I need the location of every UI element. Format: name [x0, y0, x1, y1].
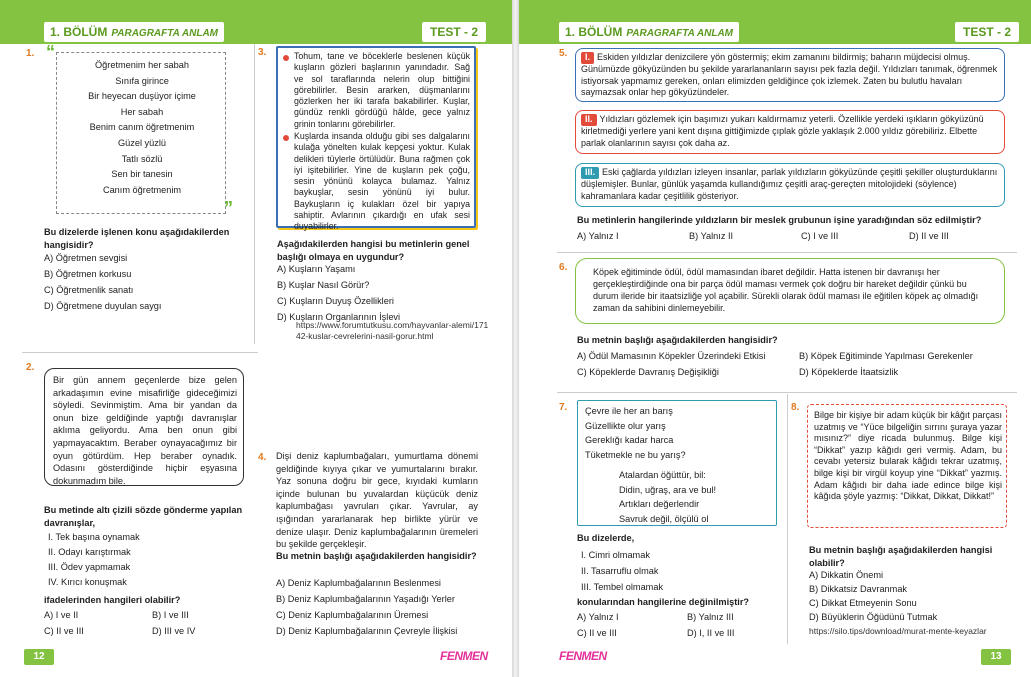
- page-number: 13: [981, 649, 1011, 665]
- option-d[interactable]: D) Kuşların Organlarının İşlevi: [277, 312, 401, 322]
- column-divider: [254, 44, 255, 344]
- passage-text: Kuşlarda insanda olduğu gibi ses dalgalarını kulağa yönelten kulak kepçesi yoktur. Kulak delikleri tüylerle örtülüdür. Buna rağmen çok iyi işitebilirler. Yine de kuşların pek çoğu, sesin yönünü kolayca bulamaz. Yalnız baykuşlar, sesin yönünü iyi bulur. Baykuşların iç kulakları özel bir yapıya sahiptir. Avlarının çıkardığı en ufak sesi duyabilirler.: [294, 131, 470, 232]
- option-a[interactable]: A) Yalnız I: [577, 612, 619, 622]
- question-text: Bu metnin başlığı aşağıdakilerden hangisidir?: [577, 335, 778, 345]
- question-number: 8.: [791, 402, 800, 413]
- poem-line: Benim canım öğretmenim: [89, 122, 195, 133]
- publisher-logo: FENMEN: [440, 649, 488, 663]
- close-quote-icon: ”: [224, 198, 233, 218]
- poem-line: Sınıfa girince: [115, 75, 169, 86]
- poem: [62, 58, 222, 198]
- test-label: TEST - 2: [422, 22, 486, 42]
- option-d[interactable]: D) Öğretmene duyulan saygı: [44, 301, 162, 311]
- page-number: 12: [24, 649, 54, 665]
- item-4: IV. Kırıcı konuşmak: [48, 577, 127, 587]
- poem-line: Bir heyecan duşüyor içime: [88, 91, 196, 102]
- option-c[interactable]: C) Köpeklerde Davranış Değişikliği: [577, 367, 719, 377]
- poem-line: Güzel yüzlü: [117, 137, 166, 148]
- item-2: II. Odayı karıştırmak: [48, 547, 131, 557]
- poem-line: Tüketmekle ne bu yarış?: [585, 449, 686, 460]
- option-a[interactable]: A) Deniz Kaplumbağalarının Beslenmesi: [276, 578, 441, 588]
- question-text: Bu dizelerde,: [577, 533, 635, 543]
- option-b[interactable]: B) Köpek Eğitiminde Yapılması Gerekenler: [799, 351, 973, 361]
- passage-text: Köpek eğitiminde ödül, ödül mamasından ibaret değildir. Hatta istenen bir davranışı her gerçekleştirdiğinde ona bir parça ödül maması vermek çok doğru bir hareket değildir çünkü bu durum ileride bir itaatsizliğe yol açabilir. Sürekli olarak ödül maması ile eğitilen köpek aç olmadığı zaman da sahibini dinlemeyebilir.: [593, 267, 979, 313]
- column-divider: [787, 394, 788, 644]
- right-page: [519, 0, 1031, 677]
- passage-text: Bir gün annem geçenlerde bize gelen arkadaşımın evine misafirliğe gideceğimizi söyledi. Sevinmiştim. Ama bir yandan da onun bize geldiğinde yaptığı davranışlar aklıma geliyordu. Ama ben onun gibi yapmayacaktım. Beraber oynayacağımız bir oyun götürdüm. Hep beraber oynadık. Odasını gösterdiğinde hiçbir eşyasına dokunmadım bile.: [53, 375, 237, 486]
- option-b[interactable]: B) Dikkatsiz Davranmak: [809, 584, 908, 594]
- poem-stanza-1: [585, 404, 686, 462]
- option-c[interactable]: C) II ve III: [44, 626, 84, 636]
- test-label: TEST - 2: [955, 22, 1019, 42]
- roman-label: II.: [581, 114, 597, 126]
- poem-line: Didin, uğraş, ara ve bul!: [619, 484, 717, 495]
- source-url: https://silo.tips/download/murat-mente-keyazlar: [809, 626, 987, 636]
- item-3: III. Tembel olmamak: [581, 582, 664, 592]
- poem-line: Öğretmenim her sabah: [95, 60, 189, 70]
- option-d[interactable]: D) II ve III: [909, 231, 949, 241]
- item-1: I. Cimri olmamak: [581, 550, 650, 560]
- item-1: I. Tek başına oynamak: [48, 532, 140, 542]
- poem-line: Çevre ile her an barış: [585, 406, 673, 416]
- chapter-label: 1. BÖLÜM PARAGRAFTA ANLAM: [559, 22, 739, 42]
- item-3: III. Ödev yapmamak: [48, 562, 131, 572]
- option-d[interactable]: D) Deniz Kaplumbağalarının Çevreyle İlişkisi: [276, 626, 458, 636]
- header-bar: [519, 0, 1031, 44]
- option-a[interactable]: A) Yalnız I: [577, 231, 619, 241]
- poem-line: Artıkları değerlendir: [619, 499, 700, 509]
- option-c[interactable]: C) I ve III: [801, 231, 839, 241]
- option-d[interactable]: D) III ve IV: [152, 626, 196, 636]
- passage-text: I. Eskiden yıldızlar denizcilere yön göstermiş; ekim zamanını bildirmiş; baharın müjdecisi olmuş. Günümüzde gökyüzünden bu şekilde yararlananların sayısı pek fazla değil. Yıldızları tanımak, öğrenmek istiyorsak yapmamız gereken, onları elimizden geldiğince çok izlemek. Zaten bu bulutlu havaları saymazsak onlar hep gökyüzündeler.: [581, 52, 998, 98]
- option-c[interactable]: C) Kuşların Duyuş Özellikleri: [277, 296, 394, 306]
- header-bar: [0, 0, 512, 44]
- roman-label: I.: [581, 52, 594, 64]
- question-number: 2.: [26, 362, 35, 373]
- option-c[interactable]: C) Deniz Kaplumbağalarının Üremesi: [276, 610, 429, 620]
- left-page: [0, 0, 512, 677]
- passage-text: III. Eski çağlarda yıldızları izleyen insanlar, parlak yıldızların gökyüzünde çeşitli şekiller oluşturduklarını düşlemişler. Bunlar, günlük yaşamda kullandığımız çeşitli araç-gereçten mitolojideki (söylence) kahramanlara kadar çeşitlilik gösteriyor.: [581, 167, 998, 201]
- option-b[interactable]: B) I ve III: [152, 610, 189, 620]
- chapter-label: 1. BÖLÜM PARAGRAFTA ANLAM: [44, 22, 224, 42]
- book-spine: [512, 0, 519, 677]
- row-divider: [557, 392, 1017, 393]
- row-divider: [557, 252, 1017, 253]
- option-b[interactable]: B) Yalnız II: [689, 231, 734, 241]
- option-a[interactable]: A) Kuşların Yaşamı: [277, 264, 356, 274]
- option-c[interactable]: C) Öğretmenlik sanatı: [44, 285, 134, 295]
- question-text: Bu metinlerin hangilerinde yıldızların bir meslek grubunun işine yaradığından söz edilmiştir?: [577, 215, 982, 225]
- question-text: Aşağıdakilerden hangisi bu metinlerin genel başlığı olmaya en uygundur?: [277, 239, 470, 262]
- passage-text: II. Yıldızları gözlemek için başımızı yukarı kaldırmamız yeterli. Özellikle yerdeki ışıkların gökyüzünü kirletmediği yerlere yani kent dışına gittiğimizde çıplak gözle yaklaşık 2.000 yıldız görebiliriz. Elbette parlak olanlarının sayısı çok daha az.: [581, 114, 984, 148]
- poem-line: Savruk değil, ölçülü ol: [619, 513, 709, 524]
- row-divider: [22, 352, 258, 353]
- poem-line: Gereklığı kadar harca: [585, 435, 674, 445]
- question-text: Bu metnin başlığı aşağıdakilerden hangisidir?: [276, 551, 477, 561]
- option-a[interactable]: A) I ve II: [44, 610, 79, 620]
- passage-text: Dişi deniz kaplumbağaları, yumurtlama dönemi geldiğinde kıyıya çıkar ve yumurtalarını bırakır. Yaz sonuna doğru bir gece, kıyıdaki kumların içinde bulunan bu yuvalardan küçücük deniz kaplumbağası yavruları çıkar. Yavrular, ay ışığından yararlanarak hep birlikte yürür ve denize ulaşır. Deniz kaplumbağalarının üremeleri bu şekilde gerçekleşir.: [276, 451, 478, 550]
- poem-line: Atalardan öğüttür, bil:: [619, 470, 706, 480]
- bullet-icon: [283, 55, 289, 61]
- option-d[interactable]: D) I, II ve III: [687, 628, 735, 638]
- poem-line: Güzellikte olur yarış: [585, 420, 666, 431]
- poem-line: Canım öğretmenim: [102, 184, 182, 195]
- question-text: Bu metinde altı çizili sözde gönderme yapılan davranışlar,: [44, 505, 243, 528]
- option-b[interactable]: B) Öğretmen korkusu: [44, 269, 132, 279]
- item-2: II. Tasarruflu olmak: [581, 566, 659, 576]
- poem-stanza-2: [619, 468, 716, 526]
- option-d[interactable]: D) Köpeklerde İtaatsizlik: [799, 367, 899, 377]
- source-url: https://www.forumtutkusu.com/hayvanlar-alemi/17142-kuslar-cevrelerini-nasil-gorur.html: [296, 320, 489, 341]
- question-text: konularından hangilerine değinilmiştir?: [577, 597, 750, 607]
- poem-line: Her sabah: [120, 106, 164, 117]
- question-text: Bu dizelerde işlenen konu aşağıdakilerden hangisidir?: [44, 227, 230, 250]
- question-text: ifadelerinden hangileri olabilir?: [44, 595, 181, 605]
- roman-label: III.: [581, 167, 599, 179]
- question-number: 4.: [258, 452, 267, 463]
- option-b[interactable]: B) Kuşlar Nasıl Görür?: [277, 280, 370, 290]
- question-number: 3.: [258, 47, 267, 58]
- question-number: 1.: [26, 48, 35, 59]
- option-a[interactable]: A) Öğretmen sevgisi: [44, 253, 128, 263]
- open-quote-icon: “: [46, 42, 55, 62]
- question-number: 5.: [559, 48, 568, 59]
- option-b[interactable]: B) Deniz Kaplumbağalarının Yaşadığı Yerler: [276, 594, 455, 604]
- bullet-icon: [283, 135, 289, 141]
- option-c[interactable]: C) II ve III: [577, 628, 617, 638]
- option-d[interactable]: D) Büyüklerin Öğüdünü Tutmak: [809, 612, 938, 622]
- option-c[interactable]: C) Dikkat Etmeyenin Sonu: [809, 598, 917, 608]
- option-a[interactable]: A) Ödül Mamasının Köpekler Üzerindeki Etkisi: [577, 351, 766, 361]
- passage-text: Tohum, tane ve böceklerle beslenen küçük kuşların gözleri başlarının yanındadır. Sağ ve sol taraflarında nelerin olup bittiğini görebilirler. Besin ararken, düşmanlarını gözlerken her iki tarafa bakabilirler. Kuşlar, gündüz renkli gördüğü hâlde, gece yalnız grinin tonlarını görebilirler.: [294, 51, 470, 129]
- option-a[interactable]: A) Dikkatin Önemi: [809, 570, 884, 580]
- question-number: 7.: [559, 402, 568, 413]
- poem-line: Tatlı sözlü: [121, 153, 163, 164]
- option-b[interactable]: B) Yalnız III: [687, 612, 734, 622]
- question-number: 6.: [559, 262, 568, 273]
- poem-line: Sen bir tanesin: [111, 169, 173, 180]
- publisher-logo: FENMEN: [559, 649, 607, 663]
- question-text: Bu metnin başlığı aşağıdakilerden hangisi olabilir?: [809, 545, 993, 568]
- passage-text: Bilge bir kişiye bir adam küçük bir kâğıt parçası uzatmış ve “Yüce bilgeliğin sırrını şuraya yazar mısınız?” diye ricada bulunmuş. Bilge kişi “Dikkat” yazıp kâğıdı geri vermiş. Adam, bu cevabı yetersiz bularak kâğıdı tekrar uzatmış, bilge kişi bir virgül koyup yine “Dikkat” yazmış. Adam kâğıdı bir daha iade edince bilge kişi kâğıda şöyle yazmış: “Dikkat, Dikkat, Dikkat!”: [814, 410, 1002, 502]
